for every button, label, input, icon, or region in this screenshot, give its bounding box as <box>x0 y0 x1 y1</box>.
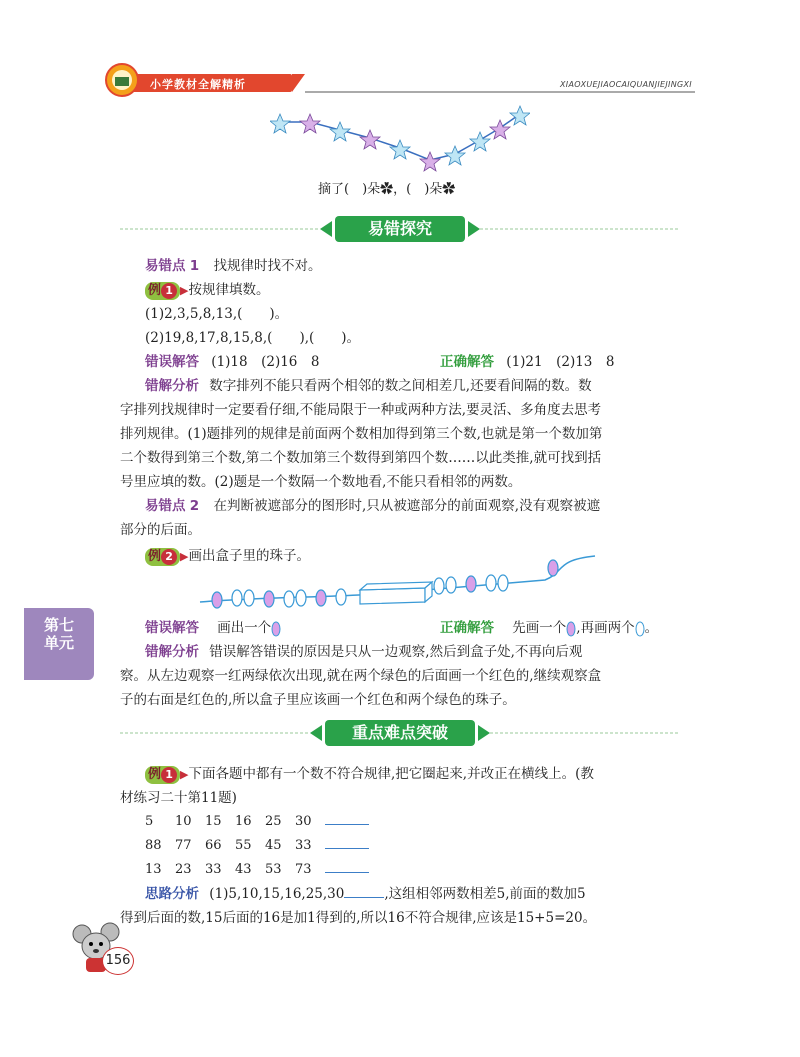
answer-blank[interactable] <box>344 883 384 898</box>
right-answer-text: (1)21 (2)13 8 <box>506 354 615 370</box>
stars-caption: 摘了( )朵✿，( )朵✿ <box>318 182 456 197</box>
number-row-3: 13 23 33 43 53 73 <box>145 858 369 882</box>
unit-side-tab: 第七 单元 <box>24 608 94 680</box>
example-2: 例 2 ▶画出盒子里的珠子。 <box>145 544 310 569</box>
error-point-2-line-2: 部分的后面。 <box>120 522 201 538</box>
analysis-2-line-2: 察。从左边观察一红两绿依次出现,就在两个绿色的后面画一个红色的,继续观察盒 <box>120 668 602 684</box>
arrow-icon: ▶ <box>180 768 189 781</box>
example-text: 按规律填数。 <box>188 282 270 298</box>
arrow-icon: ▶ <box>180 284 189 297</box>
analysis-2-line-1: 错解分析 错误解答错误的原因是只从一边观察,然后到盒子处,不再向后观 <box>145 644 583 660</box>
analysis-3-line-2: 得到后面的数,15后面的16是加1得到的,所以16不符合规律,应该是15+5=20。 <box>120 910 597 926</box>
wrong-answer-2: 错误解答 画出一个 <box>145 616 281 640</box>
number-row-2: 88 77 66 55 45 33 <box>145 834 369 858</box>
analysis-1-line-3: 排列规律。(1)题排列的规律是前面两个数相加得到第三个数,也就是第一个数加第 <box>120 426 603 442</box>
example-badge: 例 1 <box>145 282 180 300</box>
white-bead-icon <box>635 621 645 637</box>
number-row-1: 5 10 15 16 25 30 <box>145 810 369 834</box>
analysis-2-line-3: 子的右面是红色的,所以盒子里应该画一个红色和两个绿色的珠子。 <box>120 692 516 708</box>
error-point-label: 易错点 <box>145 258 186 274</box>
example-badge: 例 1 <box>145 766 180 784</box>
example-3-line-2: 材练习二十第11题) <box>120 790 237 806</box>
purple-bead-icon <box>566 621 576 637</box>
question-2: (2)19,8,17,8,15,8,( ),( )。 <box>145 330 361 346</box>
wrong-answer-label: 错误解答 <box>145 354 199 370</box>
star-chain-illustration <box>270 102 530 174</box>
error-point-2: 易错点 2 在判断被遮部分的图形时,只从被遮部分的前面观察,没有观察被遮 <box>145 498 601 514</box>
example-3: 例 1 ▶下面各题中都有一个数不符合规律,把它圈起来,并改正在横线上。(教 <box>145 762 594 787</box>
question-1: (1)2,3,5,8,13,( )。 <box>145 306 289 322</box>
beads-illustration <box>195 552 605 616</box>
error-point-text: 找规律时找不对。 <box>213 258 322 274</box>
analysis-3-line-1: 思路分析 (1)5,10,15,16,25,30 ,这组相邻两数相差5,前面的数加5 <box>145 882 586 906</box>
page-number: 156 <box>102 947 134 975</box>
example-badge: 例 2 <box>145 548 180 566</box>
error-point-num: 1 <box>189 258 200 274</box>
analysis-label: 错解分析 <box>145 378 199 394</box>
header-title: 小学教材全解精析 <box>150 78 246 91</box>
right-answer-1 <box>440 350 615 374</box>
arrow-icon: ▶ <box>180 550 189 563</box>
purple-bead-icon <box>271 621 281 637</box>
answer-blank[interactable] <box>325 834 369 849</box>
analysis-1-line-5: 号里应填的数。(2)题是一个数隔一个数地看,不能只看相邻的两数。 <box>120 474 522 490</box>
right-answer-label: 正确解答 <box>440 354 494 370</box>
wrong-answer-text: (1)18 (2)16 8 <box>211 354 320 370</box>
right-answer-2: 正确解答 先画一个 ,再画两个 。 <box>440 620 659 636</box>
error-point-1 <box>145 254 322 278</box>
section-title-1: 易错探究 <box>367 219 432 238</box>
analysis-1-line-4: 二个数得到第三个数,第二个数加第三个数得到第四个数……以此类推,就可找到括 <box>120 450 602 466</box>
example-1 <box>145 278 269 303</box>
answer-blank[interactable] <box>325 810 369 825</box>
wrong-answer-1 <box>145 350 320 374</box>
analysis-1-line-2: 字排列找规律时一定要看仔细,不能局限于一种或两种方法,要灵活、多角度去思考 <box>120 402 602 418</box>
answer-blank[interactable] <box>325 858 369 873</box>
header-right-text: XIAOXUEJIAOCAIQUANJIEJINGXI <box>560 80 692 89</box>
section-title-2: 重点难点突破 <box>351 723 448 742</box>
analysis-1-line-1: 错解分析 数字排列不能只看两个相邻的数之间相差几,还要看间隔的数。数 <box>145 378 592 394</box>
